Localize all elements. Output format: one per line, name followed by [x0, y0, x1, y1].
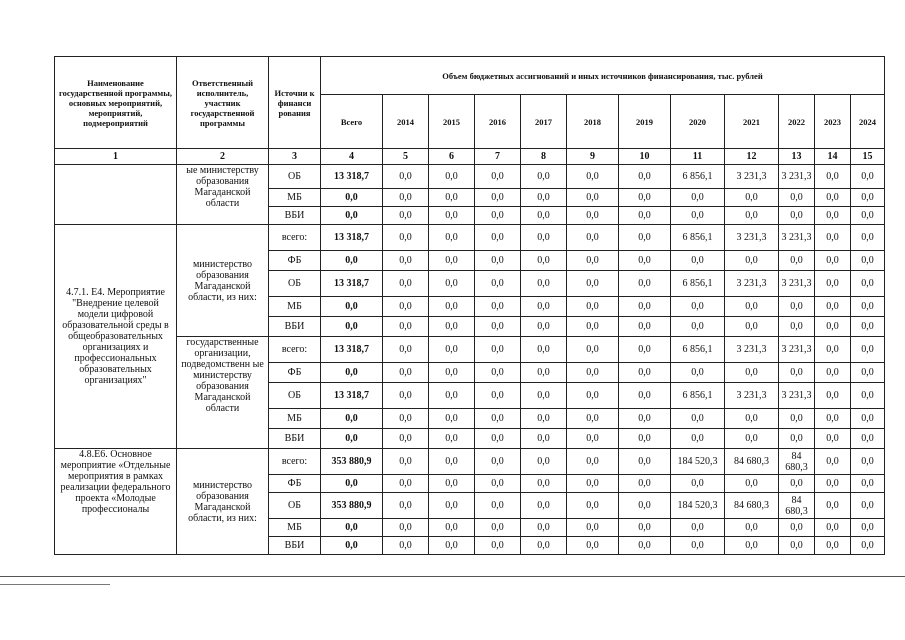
source-cell: МБ — [269, 519, 321, 537]
value-cell: 0,0 — [521, 297, 567, 317]
value-cell: 0,0 — [851, 409, 885, 429]
value-cell: 0,0 — [567, 363, 619, 383]
value-cell: 0,0 — [429, 225, 475, 251]
value-cell: 0,0 — [383, 189, 429, 207]
source-cell: МБ — [269, 297, 321, 317]
value-cell: 0,0 — [851, 363, 885, 383]
total-cell: 13 318,7 — [321, 383, 383, 409]
header-volume: Объем бюджетных ассигнований и иных источников финансирования, тыс. рублей — [321, 57, 885, 95]
value-cell: 3 231,3 — [725, 383, 779, 409]
value-cell: 0,0 — [851, 383, 885, 409]
source-cell: МБ — [269, 409, 321, 429]
value-cell: 0,0 — [779, 297, 815, 317]
total-cell: 0,0 — [321, 429, 383, 449]
value-cell: 0,0 — [671, 207, 725, 225]
value-cell: 0,0 — [429, 165, 475, 189]
value-cell: 0,0 — [475, 165, 521, 189]
value-cell: 0,0 — [851, 317, 885, 337]
value-cell: 0,0 — [567, 337, 619, 363]
table-row — [55, 225, 885, 251]
total-cell: 353 880,9 — [321, 449, 383, 475]
value-cell: 0,0 — [475, 363, 521, 383]
value-cell: 0,0 — [725, 251, 779, 271]
source-cell: ВБИ — [269, 537, 321, 555]
value-cell: 0,0 — [619, 449, 671, 475]
source-cell: ОБ — [269, 271, 321, 297]
value-cell: 0,0 — [383, 409, 429, 429]
value-cell: 0,0 — [567, 225, 619, 251]
value-cell: 0,0 — [475, 251, 521, 271]
value-cell: 0,0 — [619, 363, 671, 383]
value-cell: 0,0 — [475, 317, 521, 337]
header-year: 2016 — [475, 95, 521, 149]
column-number: 5 — [383, 149, 429, 165]
column-number: 7 — [475, 149, 521, 165]
value-cell: 0,0 — [567, 207, 619, 225]
table-row — [55, 337, 885, 363]
value-cell: 0,0 — [619, 519, 671, 537]
source-cell: ОБ — [269, 165, 321, 189]
value-cell: 0,0 — [671, 363, 725, 383]
name-cell: 4.8.Е6. Основное мероприятие «Отдельные мероприятия в рамках реализации федерального проекта «Молодые профессионалы — [55, 449, 177, 555]
value-cell: 0,0 — [429, 537, 475, 555]
header-year: 2017 — [521, 95, 567, 149]
header-year: 2020 — [671, 95, 725, 149]
column-number: 1 — [55, 149, 177, 165]
value-cell: 0,0 — [725, 297, 779, 317]
value-cell: 0,0 — [521, 429, 567, 449]
value-cell: 0,0 — [429, 383, 475, 409]
column-number: 10 — [619, 149, 671, 165]
value-cell: 0,0 — [475, 297, 521, 317]
value-cell: 0,0 — [521, 493, 567, 519]
header-year: 2022 — [779, 95, 815, 149]
value-cell: 0,0 — [383, 337, 429, 363]
value-cell: 6 856,1 — [671, 337, 725, 363]
table-body — [55, 165, 885, 555]
value-cell: 0,0 — [567, 271, 619, 297]
value-cell: 0,0 — [851, 475, 885, 493]
value-cell: 84 680,3 — [779, 449, 815, 475]
value-cell: 0,0 — [671, 409, 725, 429]
value-cell: 0,0 — [671, 189, 725, 207]
value-cell: 0,0 — [851, 537, 885, 555]
value-cell: 0,0 — [815, 317, 851, 337]
value-cell: 0,0 — [567, 537, 619, 555]
value-cell: 0,0 — [851, 429, 885, 449]
value-cell: 3 231,3 — [779, 225, 815, 251]
name-cell: 4.7.1. Е4. Мероприятие "Внедрение целевой модели цифровой образовательной среды в общеобразовательных организациях и профессиональных образовательных организациях" — [55, 225, 177, 449]
value-cell: 0,0 — [779, 537, 815, 555]
value-cell: 0,0 — [567, 383, 619, 409]
value-cell: 0,0 — [779, 207, 815, 225]
source-cell: ВБИ — [269, 429, 321, 449]
value-cell: 0,0 — [429, 337, 475, 363]
value-cell: 0,0 — [725, 317, 779, 337]
value-cell: 3 231,3 — [779, 165, 815, 189]
value-cell: 0,0 — [815, 449, 851, 475]
value-cell: 0,0 — [619, 271, 671, 297]
value-cell: 0,0 — [779, 429, 815, 449]
value-cell: 6 856,1 — [671, 225, 725, 251]
value-cell: 0,0 — [815, 207, 851, 225]
value-cell: 0,0 — [815, 251, 851, 271]
value-cell: 0,0 — [383, 297, 429, 317]
total-cell: 13 318,7 — [321, 165, 383, 189]
value-cell: 0,0 — [815, 409, 851, 429]
value-cell: 0,0 — [429, 297, 475, 317]
value-cell: 0,0 — [383, 225, 429, 251]
value-cell: 0,0 — [521, 317, 567, 337]
header-year: 2018 — [567, 95, 619, 149]
source-cell: ОБ — [269, 383, 321, 409]
column-number: 6 — [429, 149, 475, 165]
value-cell: 84 680,3 — [779, 493, 815, 519]
total-cell: 0,0 — [321, 317, 383, 337]
value-cell: 0,0 — [619, 165, 671, 189]
value-cell: 0,0 — [521, 537, 567, 555]
source-cell: ОБ — [269, 493, 321, 519]
value-cell: 0,0 — [383, 519, 429, 537]
value-cell: 6 856,1 — [671, 165, 725, 189]
value-cell: 0,0 — [475, 383, 521, 409]
column-number: 13 — [779, 149, 815, 165]
value-cell: 0,0 — [725, 363, 779, 383]
value-cell: 0,0 — [851, 225, 885, 251]
value-cell: 0,0 — [567, 493, 619, 519]
value-cell: 0,0 — [671, 475, 725, 493]
value-cell: 0,0 — [475, 429, 521, 449]
value-cell: 0,0 — [619, 189, 671, 207]
value-cell: 0,0 — [619, 207, 671, 225]
value-cell: 0,0 — [671, 317, 725, 337]
value-cell: 0,0 — [383, 493, 429, 519]
value-cell: 0,0 — [567, 297, 619, 317]
value-cell: 0,0 — [521, 363, 567, 383]
value-cell: 0,0 — [521, 475, 567, 493]
executor-cell: государственные организации, подведомственн ые министерству образования Магаданской области — [177, 337, 269, 449]
value-cell: 0,0 — [383, 429, 429, 449]
value-cell: 0,0 — [383, 383, 429, 409]
value-cell: 0,0 — [475, 537, 521, 555]
source-cell: всего: — [269, 225, 321, 251]
name-cell-empty — [55, 165, 177, 225]
value-cell: 0,0 — [815, 225, 851, 251]
value-cell: 0,0 — [383, 537, 429, 555]
value-cell: 0,0 — [851, 519, 885, 537]
executor-cell: министерство образования Магаданской области, из них: — [177, 225, 269, 337]
page-bottom-line — [0, 576, 905, 577]
value-cell: 0,0 — [725, 207, 779, 225]
value-cell: 0,0 — [475, 337, 521, 363]
value-cell: 0,0 — [671, 429, 725, 449]
value-cell: 0,0 — [475, 271, 521, 297]
total-cell: 353 880,9 — [321, 493, 383, 519]
value-cell: 0,0 — [779, 475, 815, 493]
value-cell: 0,0 — [429, 251, 475, 271]
value-cell: 0,0 — [815, 537, 851, 555]
source-cell: ФБ — [269, 251, 321, 271]
source-cell: всего: — [269, 449, 321, 475]
value-cell: 0,0 — [429, 271, 475, 297]
column-number: 4 — [321, 149, 383, 165]
value-cell: 0,0 — [429, 429, 475, 449]
value-cell: 0,0 — [815, 475, 851, 493]
column-number-row — [55, 149, 885, 165]
total-cell: 0,0 — [321, 519, 383, 537]
value-cell: 0,0 — [725, 429, 779, 449]
total-cell: 0,0 — [321, 207, 383, 225]
value-cell: 0,0 — [725, 537, 779, 555]
header-source: Источни к финанси рования — [269, 57, 321, 149]
value-cell: 3 231,3 — [725, 165, 779, 189]
value-cell: 0,0 — [815, 297, 851, 317]
table-row — [55, 165, 885, 189]
value-cell: 0,0 — [779, 363, 815, 383]
column-number: 3 — [269, 149, 321, 165]
total-cell: 0,0 — [321, 189, 383, 207]
total-cell: 0,0 — [321, 537, 383, 555]
header-year: 2015 — [429, 95, 475, 149]
value-cell: 0,0 — [851, 337, 885, 363]
header-executor: Ответственный исполнитель, участник государственной программы — [177, 57, 269, 149]
value-cell: 0,0 — [619, 297, 671, 317]
value-cell: 0,0 — [815, 519, 851, 537]
value-cell: 3 231,3 — [779, 383, 815, 409]
value-cell: 0,0 — [521, 271, 567, 297]
value-cell: 0,0 — [815, 383, 851, 409]
value-cell: 0,0 — [619, 475, 671, 493]
value-cell: 3 231,3 — [725, 225, 779, 251]
value-cell: 0,0 — [815, 189, 851, 207]
value-cell: 0,0 — [851, 297, 885, 317]
value-cell: 0,0 — [475, 207, 521, 225]
value-cell: 0,0 — [475, 189, 521, 207]
header-total: Всего — [321, 95, 383, 149]
value-cell: 0,0 — [815, 429, 851, 449]
value-cell: 0,0 — [383, 475, 429, 493]
value-cell: 0,0 — [383, 317, 429, 337]
value-cell: 0,0 — [521, 251, 567, 271]
value-cell: 0,0 — [567, 475, 619, 493]
value-cell: 0,0 — [725, 475, 779, 493]
value-cell: 0,0 — [567, 409, 619, 429]
value-cell: 0,0 — [521, 225, 567, 251]
value-cell: 0,0 — [851, 493, 885, 519]
value-cell: 0,0 — [475, 409, 521, 429]
value-cell: 0,0 — [619, 409, 671, 429]
column-number: 15 — [851, 149, 885, 165]
source-cell: всего: — [269, 337, 321, 363]
value-cell: 0,0 — [521, 383, 567, 409]
value-cell: 0,0 — [475, 475, 521, 493]
total-cell: 13 318,7 — [321, 225, 383, 251]
value-cell: 0,0 — [815, 363, 851, 383]
value-cell: 0,0 — [851, 165, 885, 189]
value-cell: 0,0 — [779, 189, 815, 207]
column-number: 9 — [567, 149, 619, 165]
value-cell: 0,0 — [851, 207, 885, 225]
value-cell: 0,0 — [383, 363, 429, 383]
value-cell: 0,0 — [429, 519, 475, 537]
value-cell: 0,0 — [619, 429, 671, 449]
value-cell: 184 520,3 — [671, 449, 725, 475]
header-year: 2014 — [383, 95, 429, 149]
value-cell: 0,0 — [815, 337, 851, 363]
value-cell: 0,0 — [779, 519, 815, 537]
value-cell: 0,0 — [567, 429, 619, 449]
value-cell: 0,0 — [521, 337, 567, 363]
value-cell: 0,0 — [851, 251, 885, 271]
value-cell: 0,0 — [475, 449, 521, 475]
total-cell: 13 318,7 — [321, 337, 383, 363]
value-cell: 0,0 — [725, 409, 779, 429]
value-cell: 0,0 — [429, 449, 475, 475]
value-cell: 0,0 — [429, 317, 475, 337]
value-cell: 0,0 — [725, 189, 779, 207]
column-number: 11 — [671, 149, 725, 165]
total-cell: 0,0 — [321, 475, 383, 493]
source-cell: ФБ — [269, 363, 321, 383]
value-cell: 0,0 — [567, 317, 619, 337]
value-cell: 84 680,3 — [725, 449, 779, 475]
value-cell: 0,0 — [429, 207, 475, 225]
value-cell: 0,0 — [779, 409, 815, 429]
header-year: 2021 — [725, 95, 779, 149]
source-cell: ВБИ — [269, 317, 321, 337]
value-cell: 0,0 — [851, 271, 885, 297]
value-cell: 0,0 — [619, 383, 671, 409]
value-cell: 0,0 — [429, 189, 475, 207]
value-cell: 0,0 — [671, 537, 725, 555]
column-number: 14 — [815, 149, 851, 165]
value-cell: 0,0 — [619, 337, 671, 363]
value-cell: 0,0 — [567, 251, 619, 271]
budget-table — [54, 56, 885, 555]
value-cell: 0,0 — [475, 225, 521, 251]
value-cell: 84 680,3 — [725, 493, 779, 519]
column-number: 2 — [177, 149, 269, 165]
value-cell: 0,0 — [779, 317, 815, 337]
value-cell: 0,0 — [851, 449, 885, 475]
value-cell: 3 231,3 — [725, 271, 779, 297]
value-cell: 0,0 — [429, 409, 475, 429]
value-cell: 0,0 — [429, 493, 475, 519]
value-cell: 0,0 — [567, 519, 619, 537]
total-cell: 13 318,7 — [321, 271, 383, 297]
value-cell: 0,0 — [475, 519, 521, 537]
source-cell: МБ — [269, 189, 321, 207]
value-cell: 0,0 — [521, 409, 567, 429]
table-row — [55, 449, 885, 475]
total-cell: 0,0 — [321, 251, 383, 271]
value-cell: 0,0 — [815, 271, 851, 297]
value-cell: 0,0 — [383, 271, 429, 297]
value-cell: 0,0 — [429, 363, 475, 383]
source-cell: ВБИ — [269, 207, 321, 225]
value-cell: 0,0 — [567, 449, 619, 475]
total-cell: 0,0 — [321, 297, 383, 317]
value-cell: 0,0 — [815, 493, 851, 519]
value-cell: 0,0 — [619, 251, 671, 271]
value-cell: 0,0 — [619, 225, 671, 251]
value-cell: 184 520,3 — [671, 493, 725, 519]
value-cell: 0,0 — [671, 519, 725, 537]
value-cell: 0,0 — [521, 189, 567, 207]
value-cell: 0,0 — [671, 297, 725, 317]
value-cell: 0,0 — [619, 537, 671, 555]
header-year: 2023 — [815, 95, 851, 149]
value-cell: 0,0 — [779, 251, 815, 271]
value-cell: 3 231,3 — [779, 271, 815, 297]
total-cell: 0,0 — [321, 363, 383, 383]
header-year: 2019 — [619, 95, 671, 149]
value-cell: 0,0 — [567, 189, 619, 207]
executor-cell: ые министерству образования Магаданской области — [177, 165, 269, 225]
source-cell: ФБ — [269, 475, 321, 493]
value-cell: 0,0 — [619, 317, 671, 337]
column-number: 12 — [725, 149, 779, 165]
header-year: 2024 — [851, 95, 885, 149]
value-cell: 0,0 — [521, 519, 567, 537]
header-name: Наименование государственной программы, основных мероприятий, мероприятий, подмероприятий — [55, 57, 177, 149]
value-cell: 3 231,3 — [725, 337, 779, 363]
value-cell: 6 856,1 — [671, 271, 725, 297]
total-cell: 0,0 — [321, 409, 383, 429]
value-cell: 3 231,3 — [779, 337, 815, 363]
executor-cell: министерство образования Магаданской области, из них: — [177, 449, 269, 555]
column-number: 8 — [521, 149, 567, 165]
value-cell: 6 856,1 — [671, 383, 725, 409]
value-cell: 0,0 — [383, 449, 429, 475]
value-cell: 0,0 — [429, 475, 475, 493]
value-cell: 0,0 — [521, 449, 567, 475]
value-cell: 0,0 — [475, 493, 521, 519]
value-cell: 0,0 — [383, 207, 429, 225]
value-cell: 0,0 — [815, 165, 851, 189]
page-bottom-line-short — [0, 584, 110, 585]
value-cell: 0,0 — [521, 207, 567, 225]
value-cell: 0,0 — [619, 493, 671, 519]
value-cell: 0,0 — [851, 189, 885, 207]
value-cell: 0,0 — [521, 165, 567, 189]
value-cell: 0,0 — [671, 251, 725, 271]
value-cell: 0,0 — [383, 165, 429, 189]
value-cell: 0,0 — [383, 251, 429, 271]
value-cell: 0,0 — [725, 519, 779, 537]
value-cell: 0,0 — [567, 165, 619, 189]
